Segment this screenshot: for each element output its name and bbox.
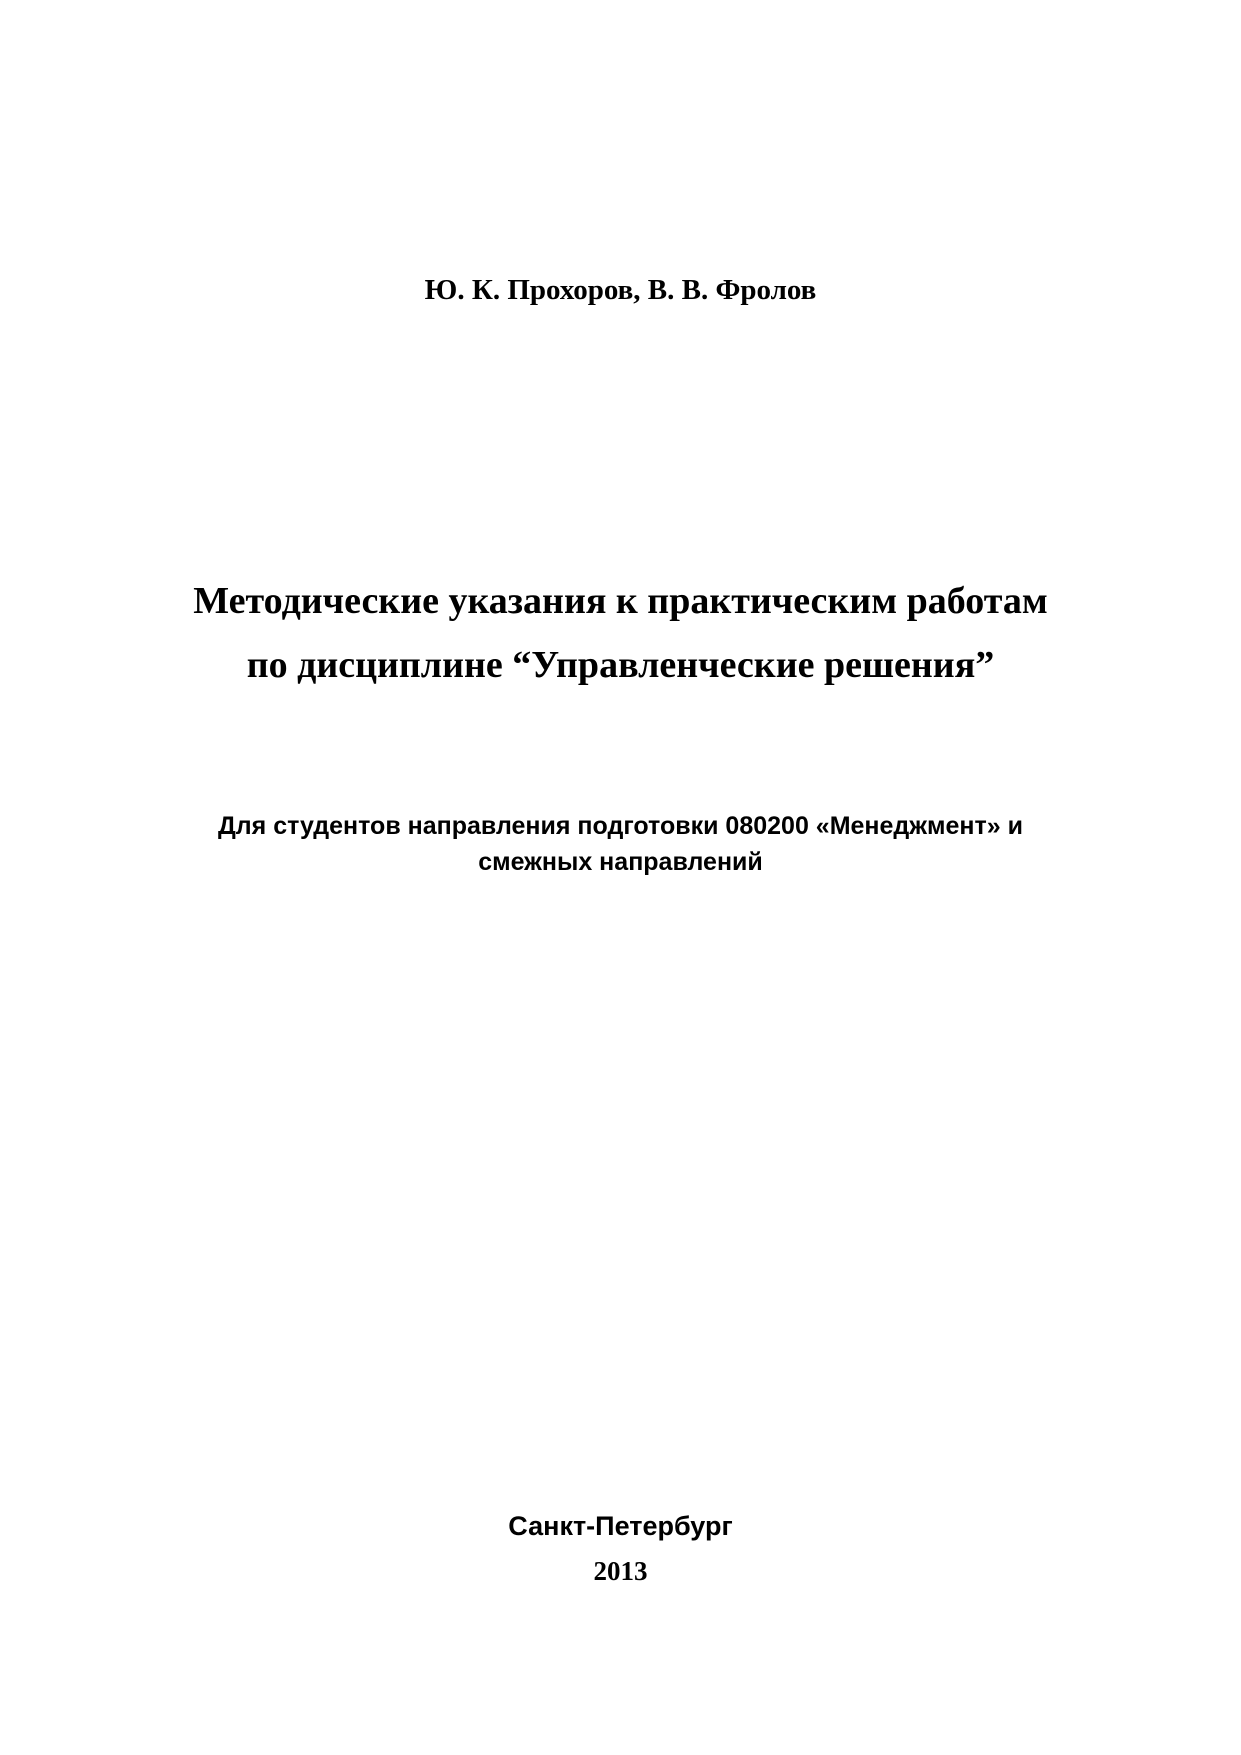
audience-line-2: смежных направлений <box>478 848 763 876</box>
document-title-line-1: Методические указания к практическим работам <box>193 580 1048 622</box>
publication-year: 2013 <box>593 1556 648 1586</box>
document-title-line-2: по дисциплине “Управленческие решения” <box>246 644 995 686</box>
publication-city: Санкт-Петербург <box>508 1511 733 1541</box>
authors: Ю. К. Прохоров, В. В. Фролов <box>424 274 817 306</box>
audience-line-1: Для студентов направления подготовки 080200 «Менеджмент» и <box>217 812 1023 840</box>
